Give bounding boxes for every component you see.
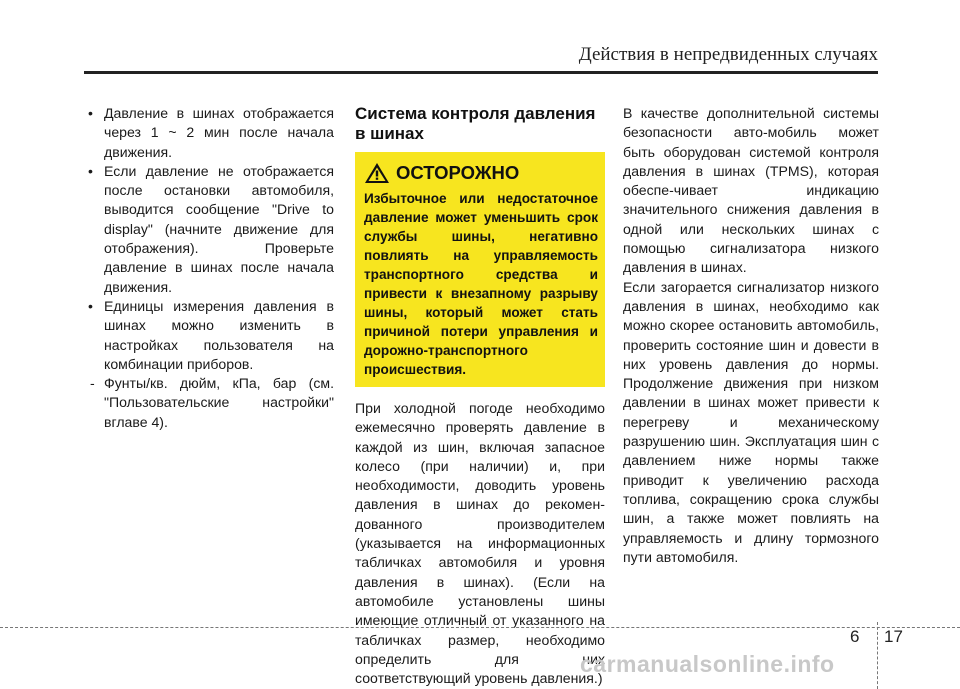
paragraph: При холодной погоде необходимо ежемесячно проверять давление в каждой из шин, включая запасное колесо (при наличии) и, при необходимости, доводить уровень давления в шинах до рекомен-дованного производителем (указывается на информационных табличках автомобиля и уровня давления в шинах). (Если на автомобиле установлены шины имеющие отличный от указанного на табличках размер, необходимо определить для них соответствующий уровень давления.) [355,400,605,687]
header-divider [84,71,878,74]
bullet-item: • Если давление не отображается после остановки автомобиля, выводится сообщение "Drive to display" (начните движение для отображения). Проверьте давление в шинах после начала движения. [84,162,334,297]
warning-header [364,162,598,184]
watermark: carmanualsonline.info [580,651,835,677]
bullet-item: • Давление в шинах отображается через 1 ~ 2 мин после начала движения. [84,104,334,162]
warning-triangle-icon [364,162,390,184]
sub-item-text: Фунты/кв. дюйм, кПа, бар (см. "Пользовательские настройки" вглаве 4). [104,375,334,430]
paragraph: В качестве дополнительной системы безопасности авто-мобиль может быть оборудован системой контроля давления в шинах (TPMS), которая обеспе-чивает индикацию значительного снижения давления в одной или нескольких шинах с помощью сигнализатора низкого давления в шинах. [623,105,879,276]
column-left [84,104,334,432]
section-title: Система контроля давления в шинах [355,104,596,143]
page-number: 17 [884,627,903,646]
warning-box [355,152,605,387]
column-middle [355,104,605,688]
bullet-item: • Единицы измерения давления в шинах можно изменить в настройках пользователя на комбинации приборов. [84,297,334,374]
sub-item-dash: - [90,375,95,392]
sub-item [84,374,334,432]
footer-divider [0,627,960,628]
warning-title: ОСТОРОЖНО [396,162,520,184]
header-title: Действия в непредвиденных случаях [578,44,878,65]
section-number: 6 [850,627,860,646]
column-right [623,104,879,567]
footer-vertical-divider [877,622,878,689]
paragraph: Если загорается сигнализатор низкого давления в шинах, необходимо как можно скорее остановить автомобиль, проверить состояние шин и довести в них уровень давления до нормы. Продолжение движения при низком давлении в шинах может привести к перегреву и механическому разрушению шин. Эксплуатация шин с давлением ниже нормы также приводит к увеличению расхода топлива, сокращению срока службы шин, а также может повлиять на управляемость и длину тормозного пути автомобиля. [623,278,879,565]
warning-text: Избыточное или недостаточное давление может уменьшить срок службы шины, негативно повлиять на управляемость транспортного средства и привести к внезапному разрыву шины, который может стать причиной потери управления и дорожно-транспортного происшествия. [364,191,598,377]
